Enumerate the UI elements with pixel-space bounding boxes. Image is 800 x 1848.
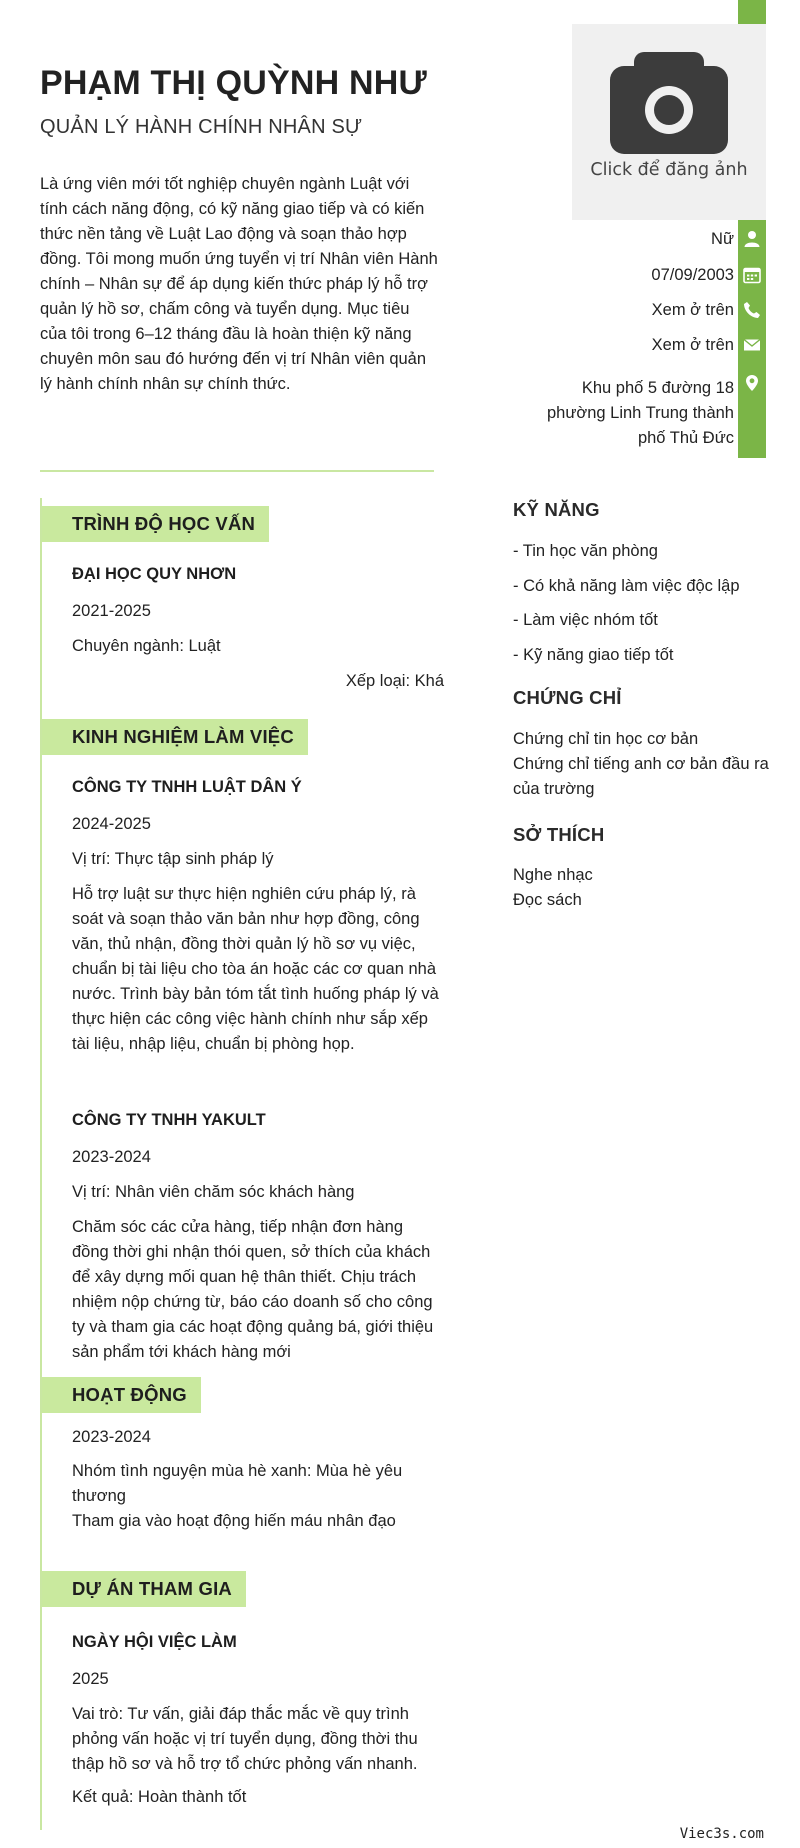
project-year: 2025 <box>72 1670 109 1688</box>
photo-upload-label: Click để đăng ảnh <box>590 160 748 180</box>
photo-upload[interactable] <box>572 24 766 220</box>
footer-brand: Viec3s.com <box>679 1826 764 1842</box>
career-summary: Là ứng viên mới tốt nghiệp chuyên ngành Luật với tính cách năng động, có kỹ năng giao tiếp và có kiến thức nền tảng về Luật Lao động và soạn thảo hợp đồng. Tôi mong muốn ứng tuyển vị trí Nhân viên Hành chính – Nhân sự để áp dụng kiến thức pháp lý hỗ trợ quản lý hồ sơ, chấm công và tuyển dụng. Mục tiêu của tôi trong 6–12 tháng đầu là hoàn thiện kỹ năng chuyên môn sau đó hướng đến vị trí Nhân viên quản lý hành chính nhân sự chính thức. <box>40 175 438 393</box>
experience-position: Vị trí: Nhân viên chăm sóc khách hàng <box>72 1183 355 1201</box>
activities-item: Nhóm tình nguyện mùa hè xanh: Mùa hè yêu thương <box>72 1462 403 1505</box>
contact-address: Khu phố 5 đường 18 phường Linh Trung thành phố Thủ Đức <box>546 379 734 447</box>
education-years: 2021-2025 <box>72 602 151 620</box>
hobby-item: Nghe nhạc <box>513 866 593 884</box>
header-divider <box>40 470 434 472</box>
camera-icon <box>610 52 728 154</box>
contact-phone: Xem ở trên <box>651 301 734 319</box>
education-school: ĐẠI HỌC QUY NHƠN <box>72 565 237 583</box>
left-column-rule <box>40 498 42 1830</box>
activities-heading: HOẠT ĐỘNG <box>42 1377 201 1413</box>
skill-item: - Kỹ năng giao tiếp tốt <box>513 646 674 664</box>
project-result: Kết quả: Hoàn thành tốt <box>72 1788 247 1806</box>
candidate-title: QUẢN LÝ HÀNH CHÍNH NHÂN SỰ <box>40 116 363 138</box>
location-pin-icon <box>743 374 761 392</box>
project-name: NGÀY HỘI VIỆC LÀM <box>72 1633 237 1651</box>
certificate-item: Chứng chỉ tiếng anh cơ bản đầu ra của trường <box>513 755 769 798</box>
activities-item: Tham gia vào hoạt động hiến máu nhân đạo <box>72 1512 396 1530</box>
user-icon <box>743 230 761 248</box>
experience-position: Vị trí: Thực tập sinh pháp lý <box>72 850 274 868</box>
skill-item: - Có khả năng làm việc độc lập <box>513 577 740 595</box>
education-grade: Xếp loại: Khá <box>345 672 444 690</box>
education-major: Chuyên ngành: Luật <box>72 637 221 655</box>
projects-heading: DỰ ÁN THAM GIA <box>42 1571 246 1607</box>
skill-item: - Tin học văn phòng <box>513 542 658 560</box>
experience-description: Chăm sóc các cửa hàng, tiếp nhận đơn hàng đồng thời ghi nhận thói quen, sở thích của khách để xây dựng mối quan hệ thân thiết. Chịu trách nhiệm nộp chứng từ, báo cáo doanh số cho công ty và tham gia các hoạt động quảng bá, giới thiệu sản phẩm tới khách hàng mới <box>72 1218 434 1361</box>
contact-birthdate: 07/09/2003 <box>651 266 734 284</box>
education-heading: TRÌNH ĐỘ HỌC VẤN <box>42 506 269 542</box>
experience-company: CÔNG TY TNHH YAKULT <box>72 1111 266 1129</box>
contact-gender: Nữ <box>711 230 734 248</box>
experience-years: 2023-2024 <box>72 1148 151 1166</box>
skill-item: - Làm việc nhóm tốt <box>513 611 658 629</box>
project-role: Vai trò: Tư vấn, giải đáp thắc mắc về quy trình phỏng vấn hoặc vị trí tuyển dụng, đồng thời thu thập hồ sơ và hỗ trợ tổ chức phỏng vấn nhanh. <box>72 1705 418 1773</box>
certificates-heading: CHỨNG CHỈ <box>513 687 622 708</box>
accent-bar-top <box>738 0 766 24</box>
phone-icon <box>743 301 761 319</box>
skills-heading: KỸ NĂNG <box>513 499 600 520</box>
candidate-name: PHẠM THỊ QUỲNH NHƯ <box>40 64 427 102</box>
experience-years: 2024-2025 <box>72 815 151 833</box>
contact-email: Xem ở trên <box>651 336 734 354</box>
hobby-item: Đọc sách <box>513 891 582 909</box>
certificate-item: Chứng chỉ tin học cơ bản <box>513 730 699 748</box>
envelope-icon <box>743 336 761 354</box>
experience-description: Hỗ trợ luật sư thực hiện nghiên cứu pháp lý, rà soát và soạn thảo văn bản như hợp đồng, công văn, thủ nhận, đồng thời quản lý hồ sơ vụ việc, chuẩn bị tài liệu cho tòa án hoặc các cơ quan nhà nước. Trình bày bản tóm tắt tình huống pháp lý và thực hiện các công việc hành chính như sắp xếp tài liệu, nhập liệu, chuẩn bị phòng họp. <box>72 885 439 1053</box>
activities-years: 2023-2024 <box>72 1428 151 1446</box>
experience-heading: KINH NGHIỆM LÀM VIỆC <box>42 719 308 755</box>
hobbies-heading: SỞ THÍCH <box>513 824 605 845</box>
experience-company: CÔNG TY TNHH LUẬT DÂN Ý <box>72 778 302 796</box>
calendar-icon <box>743 266 761 284</box>
